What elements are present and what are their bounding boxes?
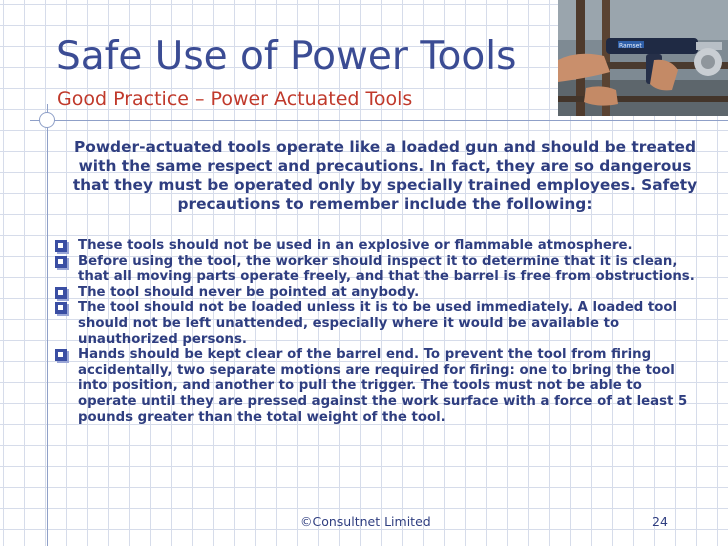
power-tool-photo-graphic [558,0,728,116]
slide-title: Safe Use of Power Tools [56,34,517,79]
tool-brand-label: Ramset [619,42,642,50]
page-number: 24 [652,514,668,529]
rule-intersection-circle [39,112,55,128]
bullet-box-icon [55,287,67,299]
list-item-text: Before using the tool, the worker should inspect it to determine that it is clean, that all moving parts operate freely, and that the barrel is free from obstructions. [78,253,695,285]
bullet-box-icon [55,240,67,252]
left-margin-rule [47,104,48,546]
bullet-box-icon [55,302,67,314]
power-tool-photo [558,0,728,116]
slide-subtitle: Good Practice – Power Actuated Tools [57,88,413,110]
footer-copyright: ©Consultnet Limited [300,514,431,529]
list-item [54,300,704,347]
header-divider [30,120,728,121]
list-item [54,285,704,301]
bullet-box-icon [55,256,67,268]
bullet-box-icon [55,349,67,361]
list-item-text: The tool should not be loaded unless it is to be used immediately. A loaded tool should not be left unattended, especially where it would be available to unauthorized persons. [78,300,678,347]
intro-paragraph: Powder-actuated tools operate like a loaded gun and should be treated with the same respect and precautions. In fact, they are so dangerous that they must be operated only by specially trained employees. Safety precautions to remember include the following: [72,138,698,213]
list-item [54,347,704,425]
list-item-text: Hands should be kept clear of the barrel end. To prevent the tool from firing accidentally, two separate motions are required for firing: one to bring the tool into position, and another to pull the trigger. The tools must not be able to operate until they are pressed against the work surface with a force of at least 5 pounds greater than the total weight of the tool. [78,347,688,425]
list-item [54,238,704,254]
list-item [54,254,704,285]
list-item-text: These tools should not be used in an explosive or flammable atmosphere. [78,238,633,253]
precautions-list [54,238,704,425]
list-item-text: The tool should never be pointed at anybody. [78,284,420,300]
